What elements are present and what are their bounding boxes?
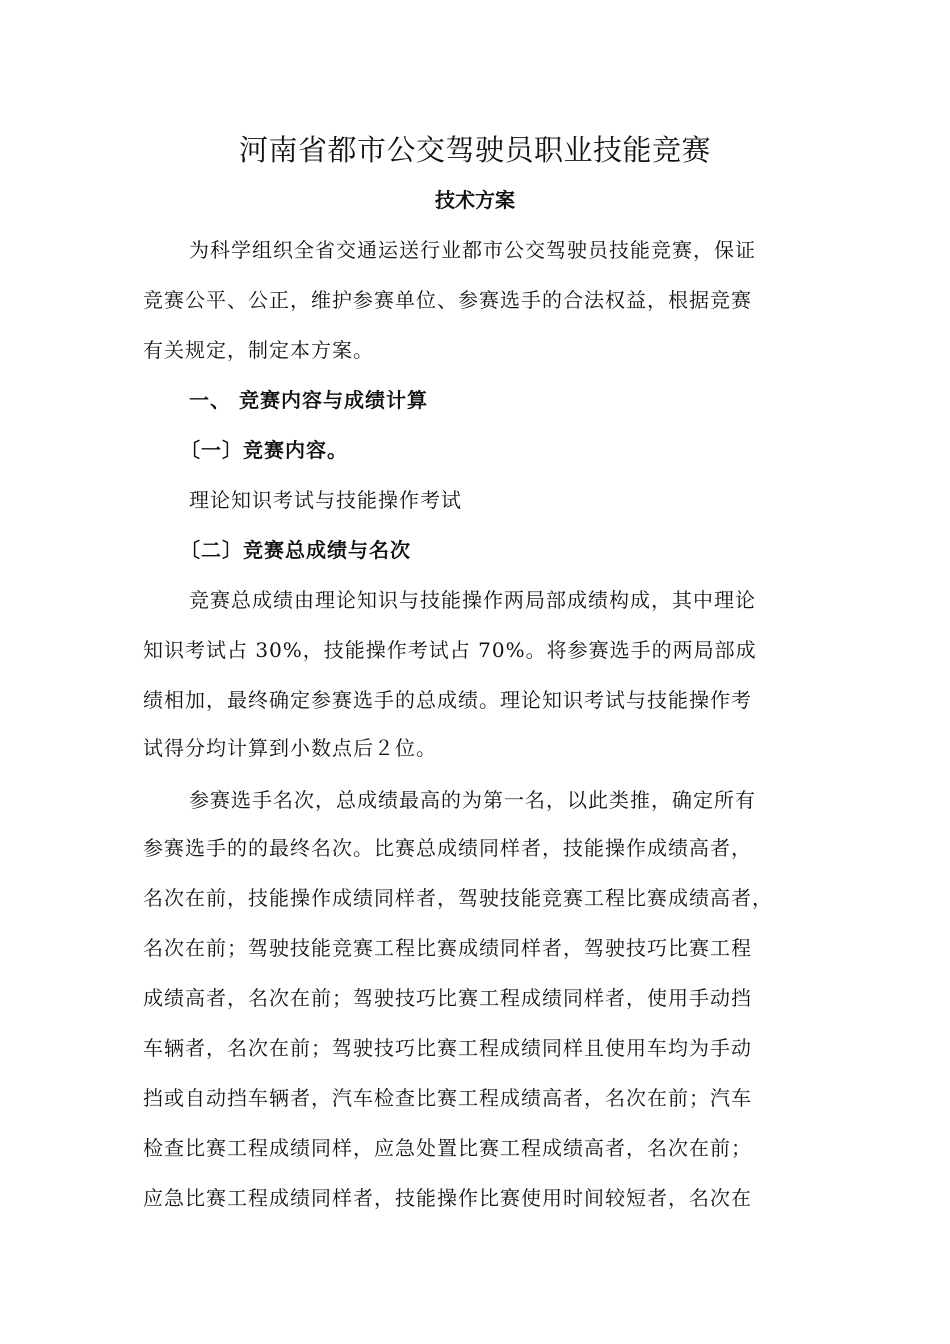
subsection-text: 理论知识考试与技能操作考试 — [189, 488, 462, 512]
document-title: 河南省都市公交驾驶员职业技能竞赛 — [238, 133, 711, 167]
subsection-heading: 〔二〕竞赛总成绩与名次 — [180, 538, 411, 562]
paragraph-line: 知识考试占 30%，技能操作考试占 70%。将参赛选手的两局部成 — [143, 638, 757, 662]
paragraph-line: 名次在前，技能操作成绩同样者，驾驶技能竞赛工程比赛成绩高者， — [143, 886, 773, 910]
paragraph-line: 竞赛总成绩由理论知识与技能操作两局部成绩构成，其中理论 — [189, 588, 756, 612]
subsection-heading: 〔一〕竞赛内容。 — [180, 438, 348, 462]
paragraph-line: 检查比赛工程成绩同样，应急处置比赛工程成绩高者，名次在前； — [143, 1136, 752, 1160]
paragraph-line: 挡或自动挡车辆者，汽车检查比赛工程成绩高者，名次在前；汽车 — [143, 1086, 752, 1110]
intro-line: 竞赛公平、公正，维护参赛单位、参赛选手的合法权益，根据竞赛 — [143, 288, 752, 312]
paragraph-line: 绩相加，最终确定参赛选手的总成绩。理论知识考试与技能操作考 — [143, 688, 752, 712]
intro-line: 有关规定，制定本方案。 — [143, 338, 374, 362]
paragraph-line: 车辆者，名次在前；驾驶技巧比赛工程成绩同样且使用车均为手动 — [143, 1036, 752, 1060]
intro-line: 为科学组织全省交通运送行业都市公交驾驶员技能竞赛，保证 — [189, 238, 756, 262]
paragraph-line: 参赛选手名次，总成绩最高的为第一名，以此类推，确定所有 — [189, 788, 756, 812]
paragraph-line: 试得分均计算到小数点后２位。 — [143, 736, 437, 760]
paragraph-line: 参赛选手的的最终名次。比赛总成绩同样者，技能操作成绩高者， — [143, 836, 752, 860]
paragraph-line: 名次在前；驾驶技能竞赛工程比赛成绩同样者，驾驶技巧比赛工程 — [143, 936, 752, 960]
paragraph-line: 成绩高者，名次在前；驾驶技巧比赛工程成绩同样者，使用手动挡 — [143, 986, 752, 1010]
paragraph-line: 应急比赛工程成绩同样者，技能操作比赛使用时间较短者，名次在 — [143, 1186, 752, 1210]
document-subtitle: 技术方案 — [435, 188, 515, 212]
section-heading: 一、 竞赛内容与成绩计算 — [189, 388, 428, 412]
